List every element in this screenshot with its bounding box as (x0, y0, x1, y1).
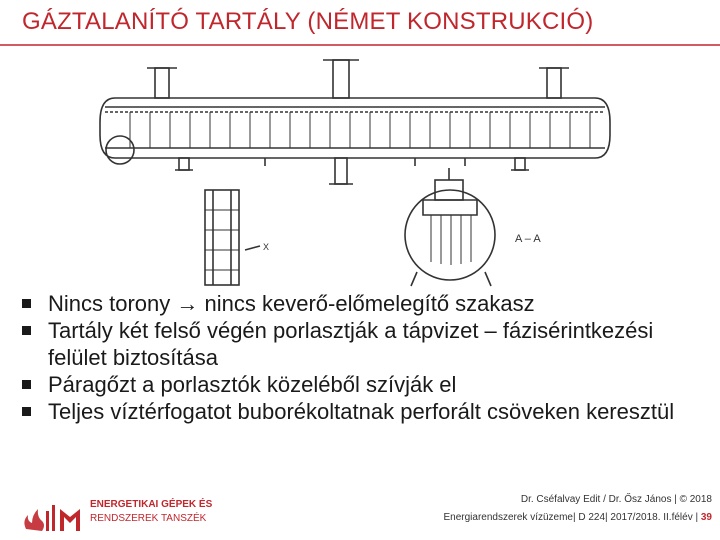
footer-course: Energiarendszerek vízüzeme| D 224| 2017/2018. II.félév | (443, 512, 701, 523)
bullet-text-after: nincs keverő-előmelegítő szakasz (198, 291, 535, 316)
bullet-marker (22, 299, 31, 308)
bullet-list (22, 290, 712, 425)
drawing-detail-label: X (263, 242, 270, 252)
deaerator-drawing (95, 50, 615, 290)
bullet-marker (22, 407, 31, 416)
bullet-item (22, 290, 712, 317)
bullet-marker (22, 380, 31, 389)
bullet-item (22, 371, 712, 398)
bullet-text: Teljes víztérfogatot buborékoltatnak perforált csöveken keresztül (48, 399, 675, 424)
title-underline (0, 44, 720, 46)
bullet-item (22, 398, 712, 425)
logo-text-line1: ENERGETIKAI GÉPEK ÉS (90, 499, 213, 510)
drawing-section-label: A – A (515, 233, 541, 245)
bullet-text: Páragőzt a porlasztók közeléből szívják el (48, 372, 457, 397)
bullet-marker (22, 326, 31, 335)
logo-text-line2: RENDSZEREK TANSZÉK (90, 513, 207, 524)
bullet-text-before: Nincs torony (48, 291, 177, 316)
footer-course-line (443, 512, 712, 523)
bullet-item (22, 317, 712, 371)
footer-authors: Dr. Cséfalvay Edit / Dr. Ősz János | © 2018 (520, 494, 712, 505)
bullet-text: Tartály két felső végén porlasztják a tápvizet – fázisérintkezési felület biztosítása (48, 318, 654, 370)
right-arrow-icon: → (176, 291, 199, 316)
page-number: 39 (700, 512, 712, 523)
slide-title: GÁZTALANÍTÓ TARTÁLY (NÉMET KONSTRUKCIÓ) (22, 8, 594, 35)
